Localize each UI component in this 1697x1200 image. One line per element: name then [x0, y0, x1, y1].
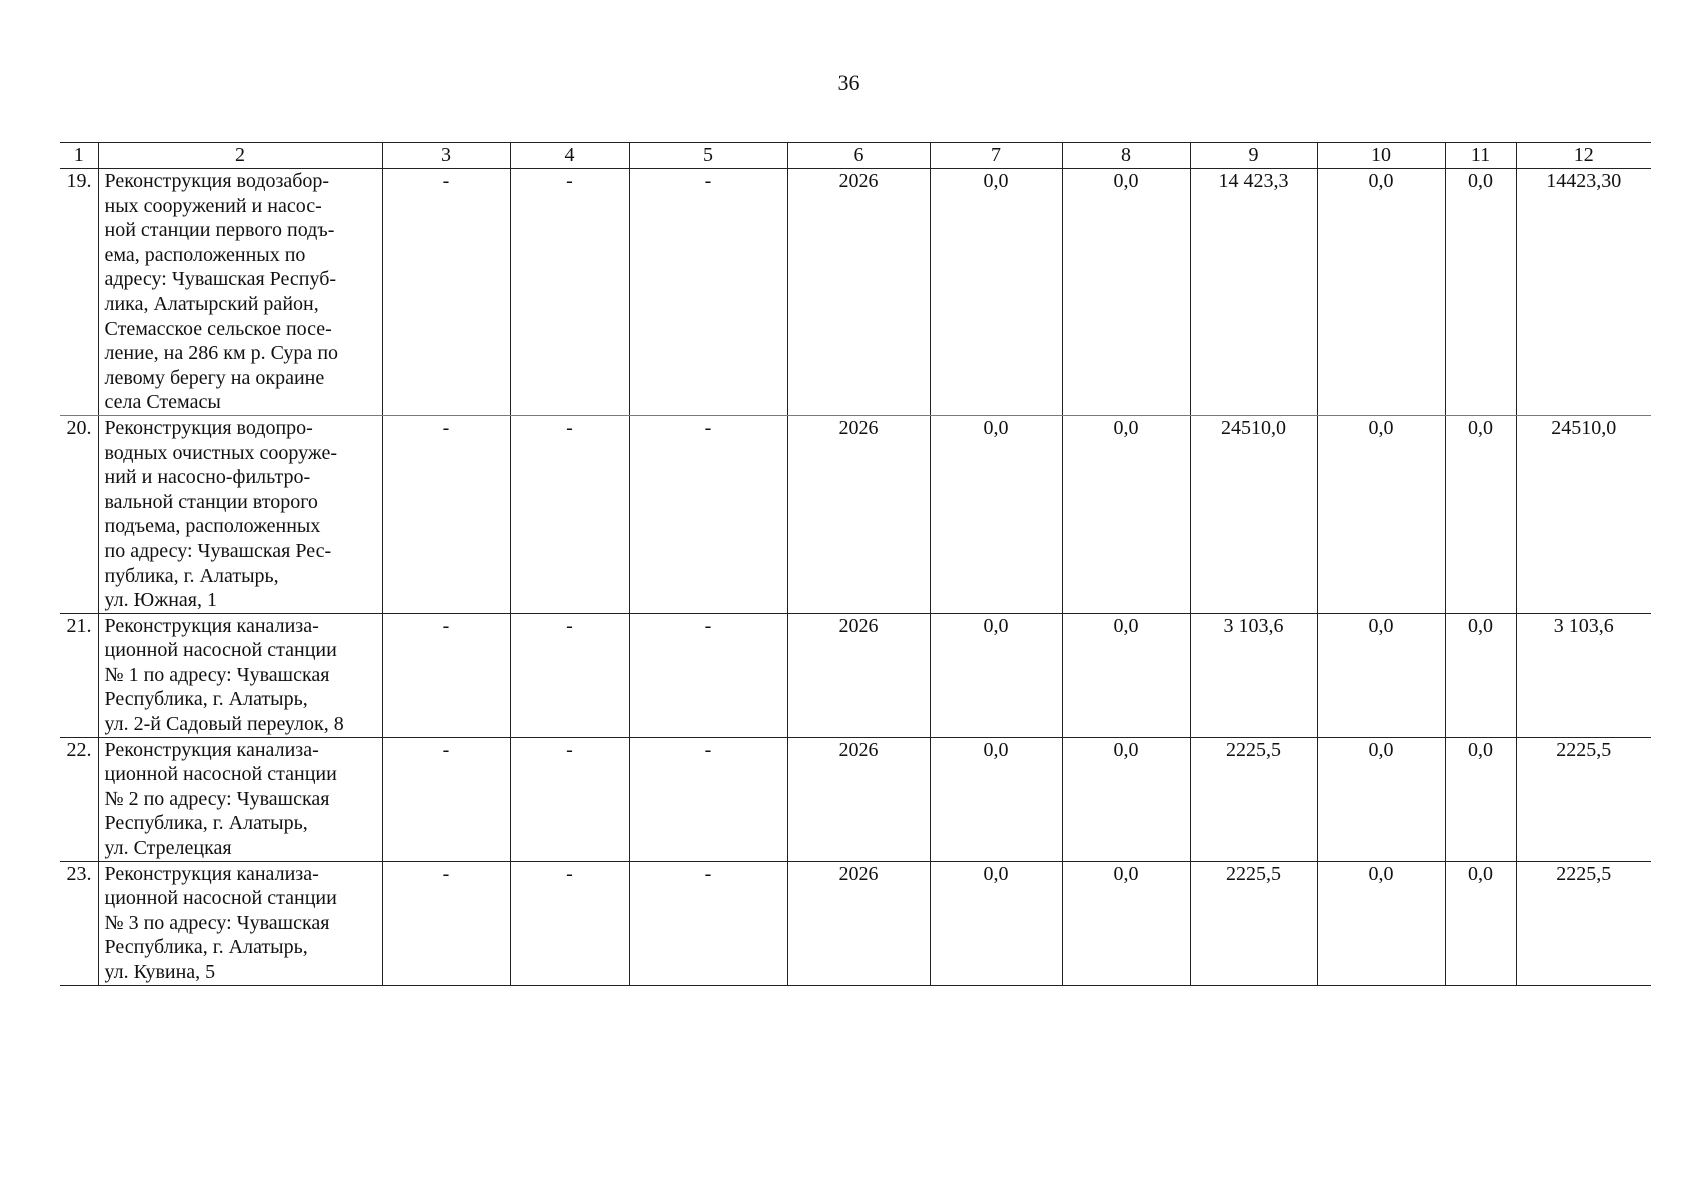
column-number-header: 3	[382, 143, 510, 169]
cell-col11: 0,0	[1445, 737, 1516, 861]
cell-total: 14423,30	[1516, 169, 1651, 416]
cell-col4: -	[510, 861, 629, 985]
description-line: Республика, г. Алатырь,	[104, 936, 308, 959]
cell-col10: 0,0	[1317, 861, 1445, 985]
column-number-header-row	[60, 143, 1651, 169]
cell-col4: -	[510, 169, 629, 416]
table-row	[60, 613, 1651, 737]
description-line: водных очистных сооруже-	[104, 441, 337, 464]
cell-col3: -	[382, 169, 510, 416]
description-line: Республика, г. Алатырь,	[104, 688, 308, 711]
cell-col9: 3 103,6	[1190, 613, 1317, 737]
column-number-header: 5	[629, 143, 787, 169]
cell-col7: 0,0	[930, 613, 1062, 737]
description-line: Реконструкция водозабор-	[104, 170, 330, 192]
column-number-header: 10	[1317, 143, 1445, 169]
column-number-header: 1	[60, 143, 98, 169]
cell-year: 2026	[787, 415, 930, 613]
description-line: села Стемасы	[104, 391, 221, 414]
description-line: ний и насосно-фильтро-	[104, 466, 311, 489]
cell-col8: 0,0	[1062, 169, 1190, 416]
description-line: Реконструкция канализа-	[104, 862, 319, 885]
description-line: ул. Южная, 1	[104, 589, 217, 612]
row-number: 23.	[60, 861, 98, 985]
description-line: вальной станции второго	[104, 490, 318, 513]
data-table	[60, 142, 1651, 986]
description-line: № 1 по адресу: Чувашская	[104, 663, 330, 686]
column-number-header: 11	[1445, 143, 1516, 169]
cell-year: 2026	[787, 169, 930, 416]
cell-col3: -	[382, 415, 510, 613]
description-line: Реконструкция водопро-	[104, 416, 313, 439]
cell-col8: 0,0	[1062, 861, 1190, 985]
cell-col10: 0,0	[1317, 169, 1445, 416]
cell-col11: 0,0	[1445, 415, 1516, 613]
cell-col11: 0,0	[1445, 861, 1516, 985]
description-line: ционной насосной станции	[104, 887, 337, 910]
column-number-header: 4	[510, 143, 629, 169]
cell-total: 3 103,6	[1516, 613, 1651, 737]
cell-col7: 0,0	[930, 415, 1062, 613]
column-number-header: 8	[1062, 143, 1190, 169]
cell-col7: 0,0	[930, 861, 1062, 985]
description-line: по адресу: Чувашская Рес-	[104, 539, 332, 562]
cell-col9: 2225,5	[1190, 861, 1317, 985]
description-line: Реконструкция канализа-	[104, 614, 319, 637]
table-row	[60, 415, 1651, 613]
description-line: ул. Стрелецкая	[104, 837, 232, 860]
cell-total: 2225,5	[1516, 861, 1651, 985]
description-line: адресу: Чувашская Респуб-	[104, 268, 337, 291]
description-line: ление, на 286 км р. Сура по	[104, 342, 339, 365]
cell-col5: -	[629, 169, 787, 416]
cell-col10: 0,0	[1317, 415, 1445, 613]
cell-col4: -	[510, 613, 629, 737]
description-line: ул. Кувина, 5	[104, 961, 216, 983]
description-line: ционной насосной станции	[104, 639, 337, 662]
cell-col9: 2225,5	[1190, 737, 1317, 861]
column-number-header: 9	[1190, 143, 1317, 169]
cell-year: 2026	[787, 737, 930, 861]
cell-col8: 0,0	[1062, 737, 1190, 861]
row-number: 22.	[60, 737, 98, 861]
description-line: ема, расположенных по	[104, 243, 306, 266]
cell-col7: 0,0	[930, 737, 1062, 861]
cell-col3: -	[382, 613, 510, 737]
column-number-header: 12	[1516, 143, 1651, 169]
cell-col7: 0,0	[930, 169, 1062, 416]
cell-col10: 0,0	[1317, 613, 1445, 737]
description-line: левому берегу на окраине	[104, 366, 325, 389]
project-description	[98, 613, 382, 737]
cell-col11: 0,0	[1445, 613, 1516, 737]
cell-col11: 0,0	[1445, 169, 1516, 416]
description-line: подъема, расположенных	[104, 515, 321, 538]
cell-col5: -	[629, 861, 787, 985]
description-line: № 3 по адресу: Чувашская	[104, 911, 330, 934]
project-description	[98, 861, 382, 985]
cell-year: 2026	[787, 613, 930, 737]
row-number: 19.	[60, 169, 98, 416]
description-line: ул. 2-й Садовый переулок, 8	[104, 713, 344, 736]
description-line: ционной насосной станции	[104, 763, 337, 786]
row-number: 20.	[60, 415, 98, 613]
project-description	[98, 169, 382, 416]
cell-year: 2026	[787, 861, 930, 985]
description-line: ных сооружений и насос-	[104, 194, 322, 217]
cell-col3: -	[382, 861, 510, 985]
cell-total: 24510,0	[1516, 415, 1651, 613]
cell-col5: -	[629, 613, 787, 737]
project-description	[98, 737, 382, 861]
description-line: Реконструкция канализа-	[104, 738, 319, 761]
cell-col8: 0,0	[1062, 415, 1190, 613]
cell-col8: 0,0	[1062, 613, 1190, 737]
description-line: лика, Алатырский район,	[104, 292, 319, 315]
description-line: Стемасское сельское посе-	[104, 317, 332, 340]
cell-col9: 14 423,3	[1190, 169, 1317, 416]
column-number-header: 2	[98, 143, 382, 169]
page-number: 36	[837, 70, 860, 95]
cell-col4: -	[510, 415, 629, 613]
project-description	[98, 415, 382, 613]
cell-col3: -	[382, 737, 510, 861]
cell-col5: -	[629, 737, 787, 861]
column-number-header: 6	[787, 143, 930, 169]
description-line: ной станции первого подъ-	[104, 219, 335, 242]
description-line: № 2 по адресу: Чувашская	[104, 787, 330, 810]
cell-col4: -	[510, 737, 629, 861]
cell-col5: -	[629, 415, 787, 613]
table-row	[60, 737, 1651, 861]
cell-total: 2225,5	[1516, 737, 1651, 861]
cell-col9: 24510,0	[1190, 415, 1317, 613]
description-line: публика, г. Алатырь,	[104, 564, 279, 587]
cell-col10: 0,0	[1317, 737, 1445, 861]
row-number: 21.	[60, 613, 98, 737]
table-row	[60, 861, 1651, 985]
column-number-header: 7	[930, 143, 1062, 169]
table-row	[60, 169, 1651, 416]
description-line: Республика, г. Алатырь,	[104, 812, 308, 835]
